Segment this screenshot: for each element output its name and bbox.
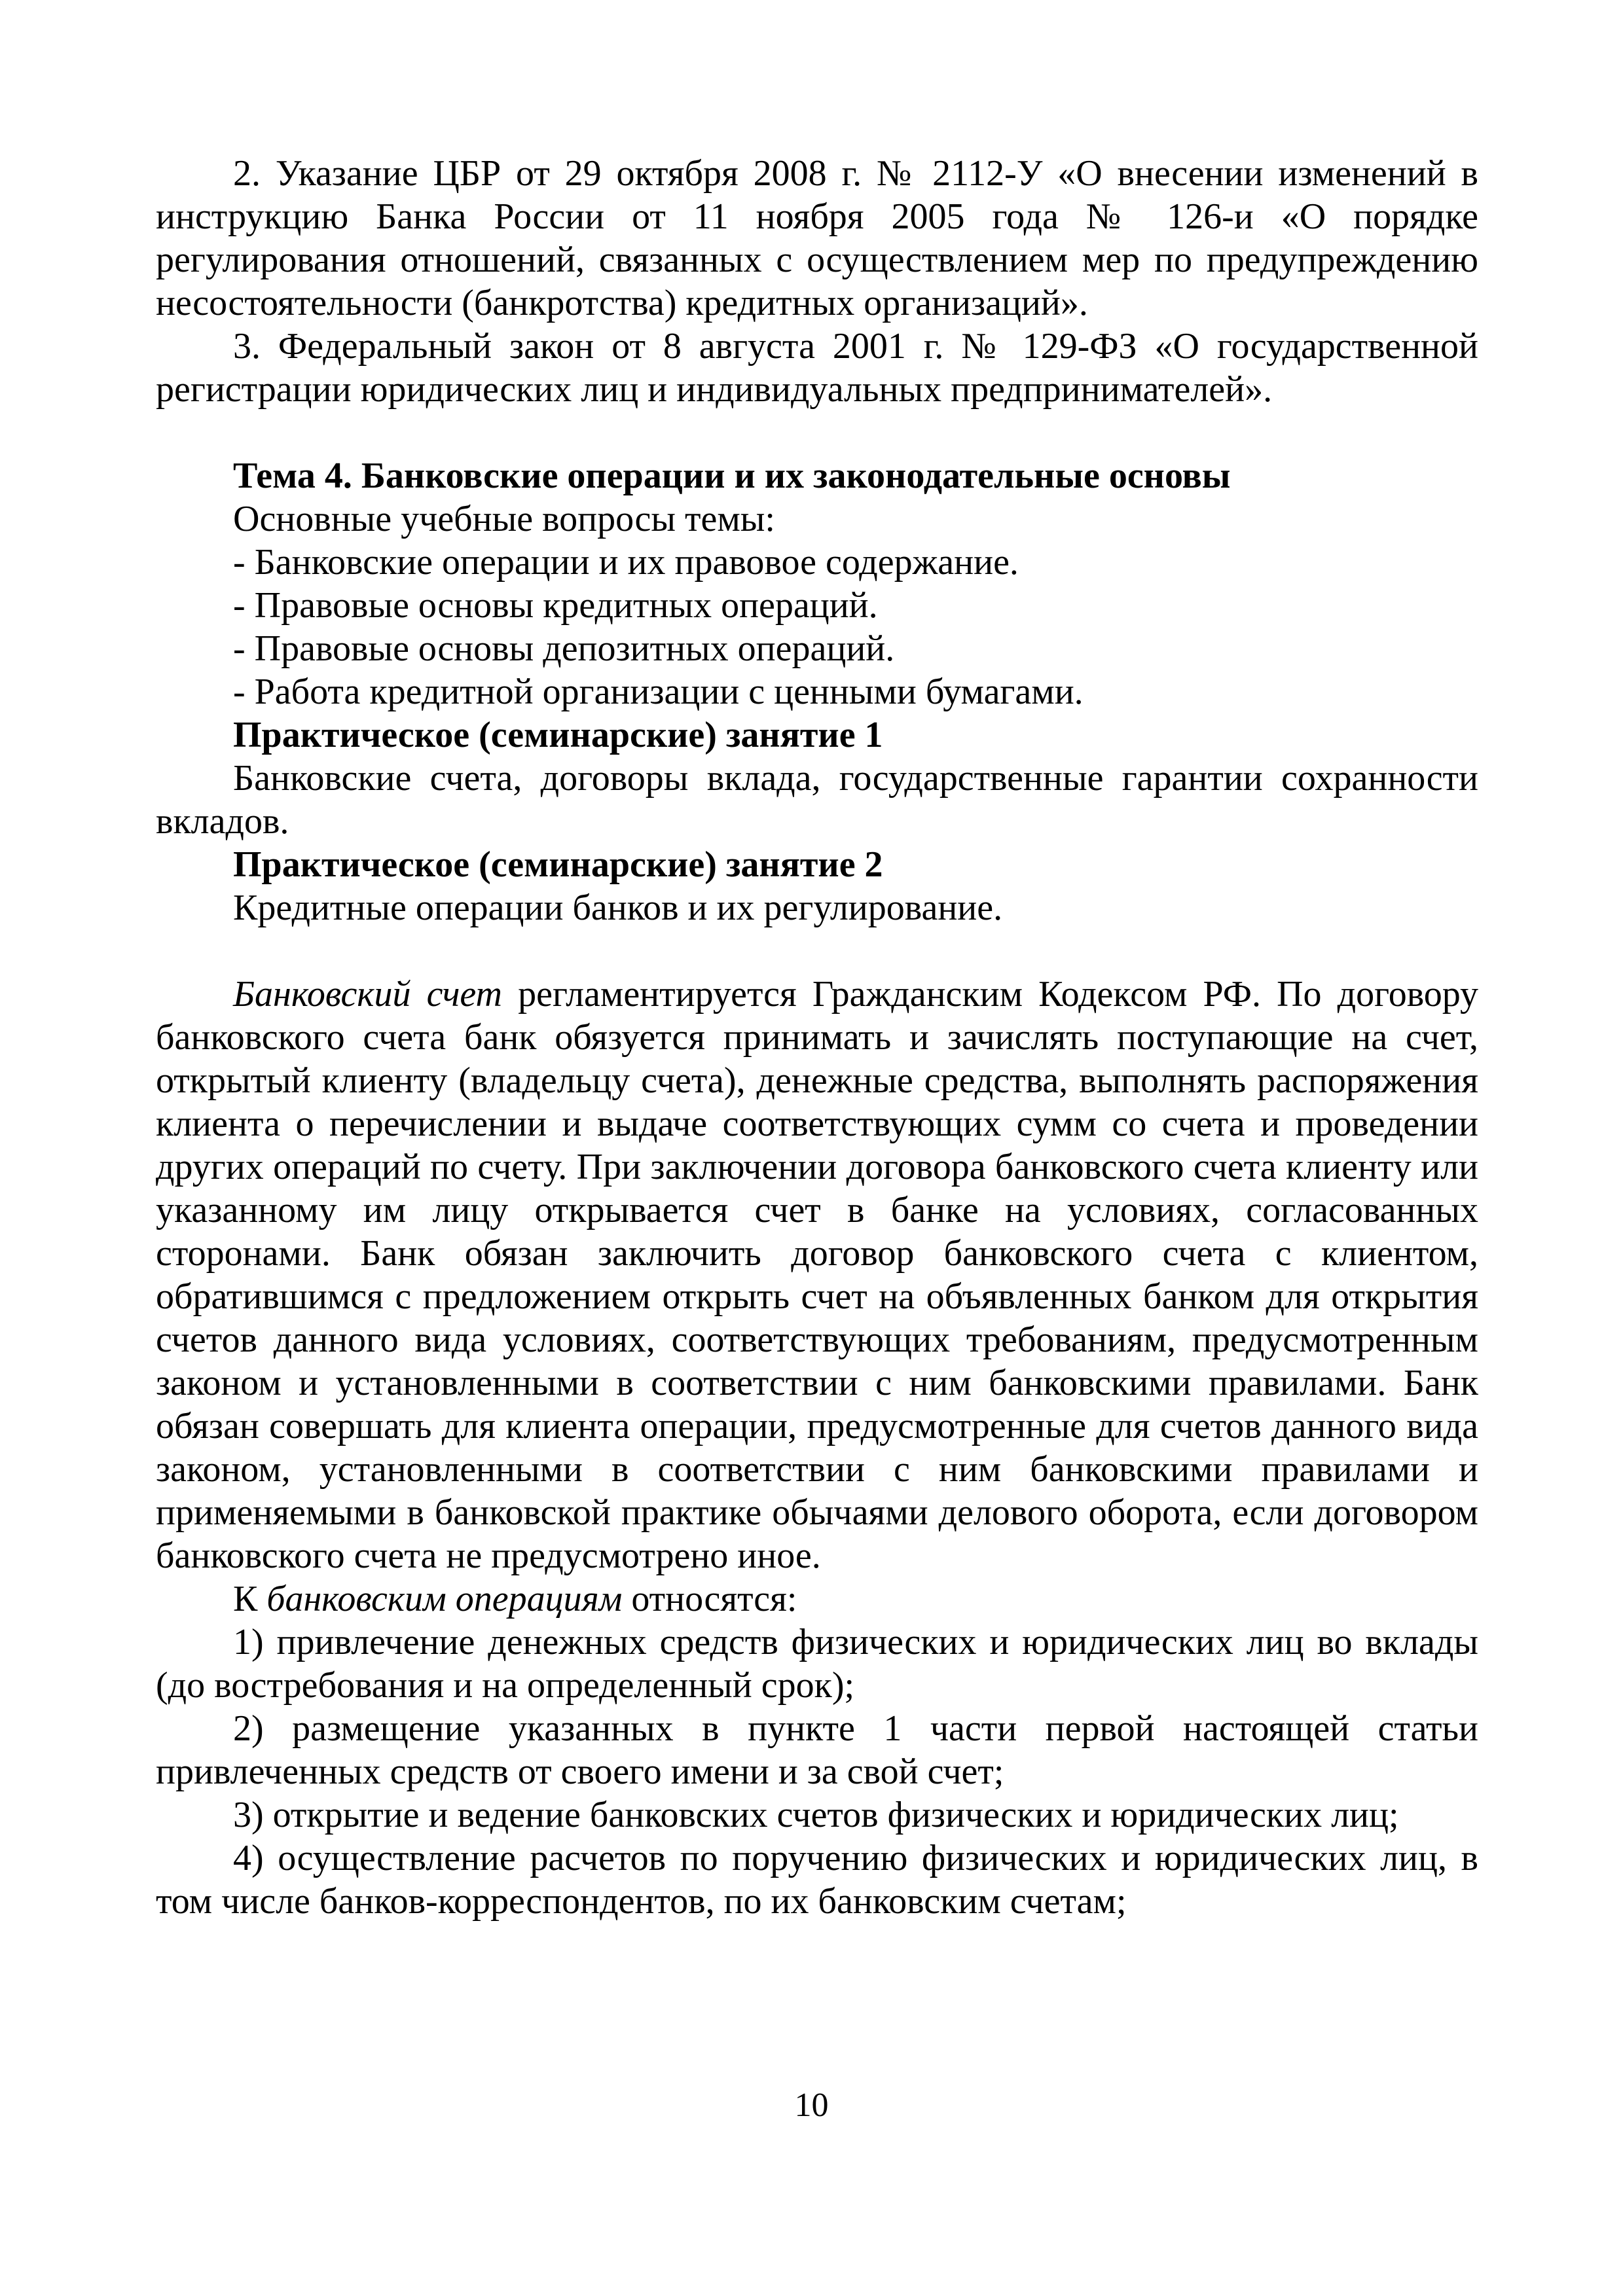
operation-item-4: 4) осуществление расчетов по поручению физических и юридических лиц, в том числе банков-корреспондентов, по их банковским счетам; <box>156 1838 1478 1922</box>
seminar-1-text: Банковские счета, договоры вклада, государственные гарантии сохранности вкладов. <box>156 758 1478 842</box>
operation-item-2: 2) размещение указанных в пункте 1 части первой настоящей статьи привлеченных средств от своего имени и за свой счет; <box>156 1708 1478 1792</box>
seminar-2-title: Практическое (семинарские) занятие 2 <box>233 844 883 885</box>
seminar-1-title: Практическое (семинарские) занятие 1 <box>233 715 883 755</box>
bank-account-term: Банковский счет <box>233 974 502 1014</box>
topic-subtitle: Основные учебные вопросы темы: <box>233 499 775 539</box>
seminar-2-text: Кредитные операции банков и их регулирование. <box>233 888 1003 928</box>
bank-account-paragraph <box>156 973 1478 1577</box>
spacer <box>156 411 1478 454</box>
page-content <box>156 152 1478 1923</box>
question-item: - Правовые основы депозитных операций. <box>233 628 895 669</box>
law-reference-2: 2. Указание ЦБР от 29 октября 2008 г. № 2112-У «О внесении изменений в инструкцию Банка России от 11 ноября 2005 года № 126-и «О порядке регулирования отношений, связанных с осуществлением мер по предупреждению несостоятельности (банкротства) кредитных организаций». <box>156 153 1478 323</box>
spacer <box>156 929 1478 973</box>
bank-operations-term: банковским операциям <box>266 1579 623 1619</box>
question-item: - Банковские операции и их правовое содержание. <box>233 542 1019 583</box>
ops-suffix: относятся: <box>622 1579 797 1619</box>
page-number: 10 <box>794 2087 829 2124</box>
law-reference-3: 3. Федеральный закон от 8 августа 2001 г. № 129-ФЗ «О государственной регистрации юридических лиц и индивидуальных предпринимателей». <box>156 326 1478 410</box>
operation-item-1: 1) привлечение денежных средств физических и юридических лиц во вклады (до востребования и на определенный срок); <box>156 1622 1478 1706</box>
question-item: - Правовые основы кредитных операций. <box>233 585 878 626</box>
bank-operations-intro <box>156 1577 1478 1621</box>
question-item: - Работа кредитной организации с ценными бумагами. <box>233 672 1084 712</box>
topic-title: Тема 4. Банковские операции и их законодательные основы <box>233 456 1231 496</box>
ops-prefix: К <box>233 1579 267 1619</box>
operation-item-3: 3) открытие и ведение банковских счетов физических и юридических лиц; <box>233 1795 1399 1835</box>
bank-account-text: регламентируется Гражданским Кодексом РФ. По договору банковского счета банк обязуется принимать и зачислять поступающие на счет, открытый клиенту (владельцу счета), денежные средства, выполнять распоряжения клиента о перечислении и выдаче соответствующих сумм со счета и проведении других операций по счету. При заключении договора банковского счета клиенту или указанному им лицу открывается счет в банке на условиях, согласованных сторонами. Банк обязан заключить договор банковского счета с клиентом, обратившимся с предложением открыть счет на объявленных банком для открытия счетов данного вида условиях, соответствующих требованиям, предусмотренным законом и установленными в соответствии с ним банковскими правилами. Банк обязан совершать для клиента операции, предусмотренные для счетов данного вида законом, установленными в соответствии с ним банковскими правилами и применяемыми в банковской практике обычаями делового оборота, если договором банковского счета не предусмотрено иное. <box>156 974 1479 1576</box>
